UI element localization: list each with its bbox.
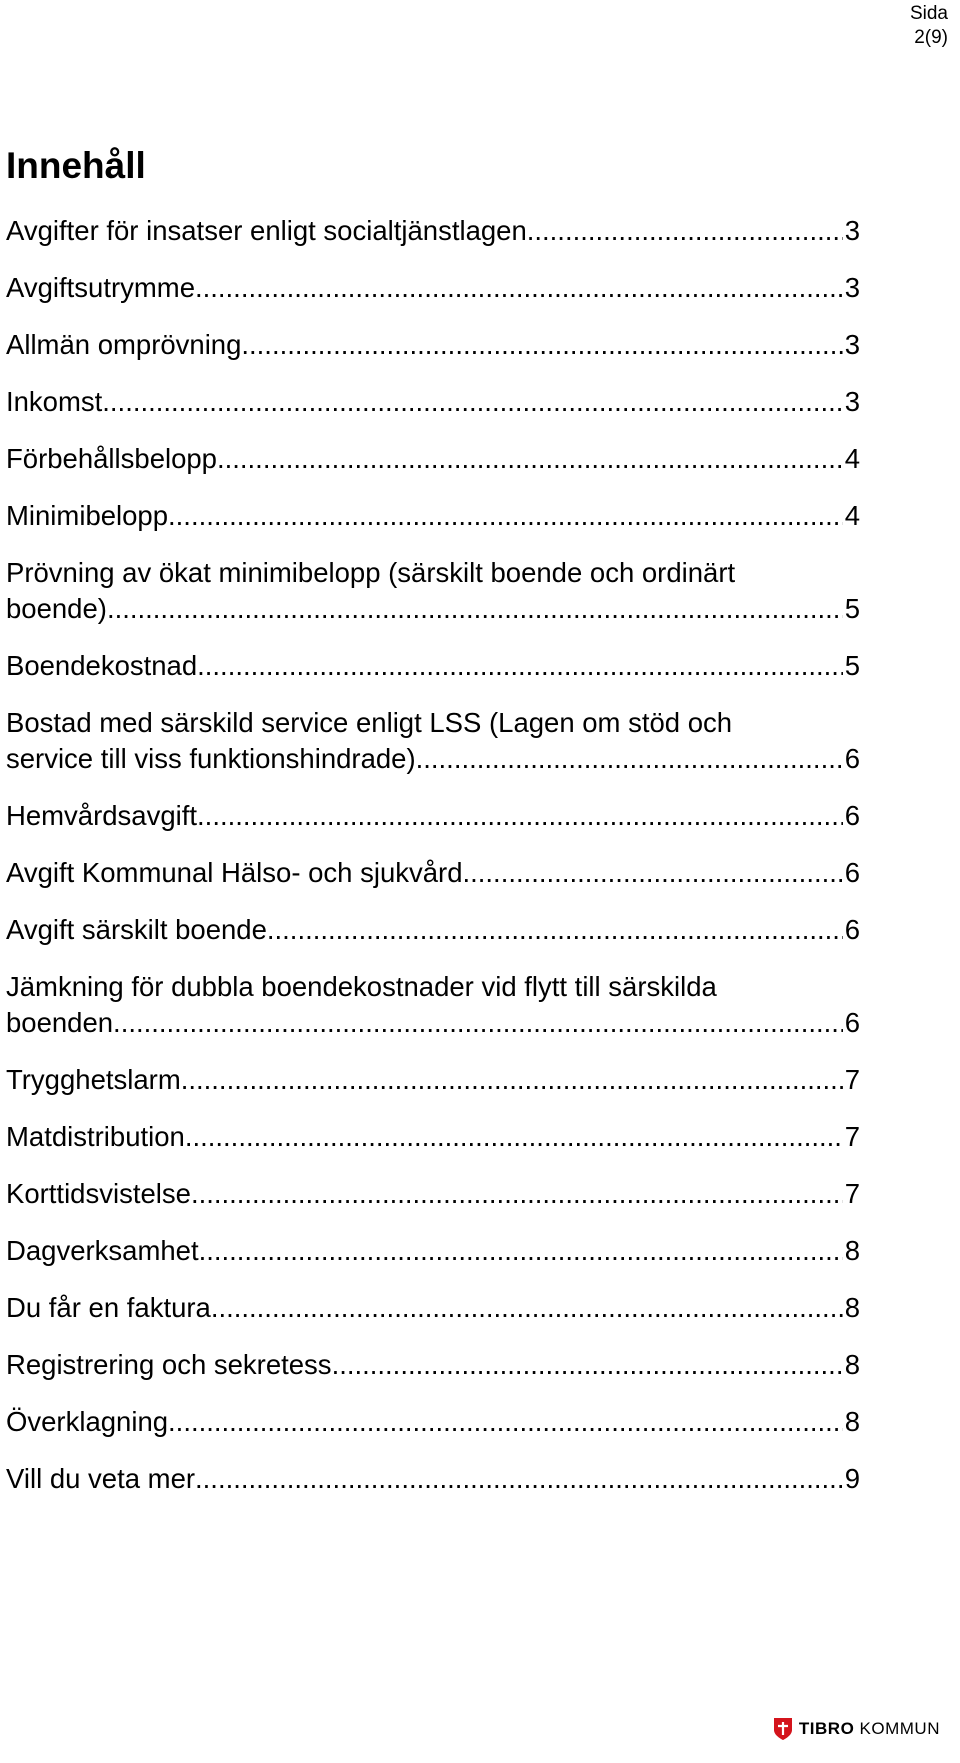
toc-entry[interactable] (6, 1233, 860, 1269)
toc-dot-leader (121, 1005, 843, 1041)
toc-entry[interactable] (6, 1404, 860, 1440)
toc-dot-leader (217, 441, 843, 477)
page-label: Sida (909, 3, 948, 24)
toc-entry[interactable] (6, 855, 860, 891)
toc-entry[interactable] (6, 1290, 860, 1326)
toc-entry-title: Matdistribution (6, 1121, 185, 1152)
toc-dot-leader (332, 1347, 843, 1383)
toc-entry-title: Inkomst (6, 386, 103, 417)
logo-text (799, 1719, 940, 1739)
toc-entry-page-number: 5 (844, 650, 860, 681)
toc-entry-line (6, 1005, 860, 1041)
toc-dot-leader (195, 270, 843, 306)
toc-entry[interactable] (6, 270, 860, 306)
toc-entry-line (6, 498, 860, 534)
toc-dot-leader (241, 327, 842, 363)
toc-entry-line (6, 1062, 860, 1098)
toc-entry-page-number: 3 (844, 329, 860, 360)
toc-entry-title: Förbehållsbelopp (6, 443, 217, 474)
toc-entry[interactable] (6, 384, 860, 420)
toc-entry-line (6, 912, 860, 948)
toc-entry[interactable] (6, 327, 860, 363)
toc-entry-title-line1: Bostad med särskild service enligt LSS (Lagen om stöd och (6, 707, 733, 738)
toc-entry-title: Avgift särskilt boende (6, 914, 267, 945)
toc-entry-title-line1: Prövning av ökat minimibelopp (särskilt boende och ordinärt (6, 557, 736, 588)
toc-dot-leader (191, 1176, 843, 1212)
toc-entry-page-number: 7 (844, 1178, 860, 1209)
toc-entry-line (6, 1233, 860, 1269)
toc-dot-leader (211, 1290, 843, 1326)
toc-entry-line (6, 855, 860, 891)
toc-entry[interactable] (6, 705, 860, 777)
toc-entry-page-number: 6 (844, 857, 860, 888)
toc-entry-line (6, 1461, 860, 1497)
toc-entry-page-number: 8 (844, 1235, 860, 1266)
toc-entry-page-number: 9 (844, 1463, 860, 1494)
toc-entry-page-number: 4 (844, 443, 860, 474)
toc-entry-title: Boendekostnad (6, 650, 198, 681)
toc-entry-title-line1: Jämkning för dubbla boendekostnader vid flytt till särskilda (6, 971, 717, 1002)
toc-entry-page-number: 3 (844, 215, 860, 246)
toc-entry-line (6, 798, 860, 834)
toc-entry-page-number: 6 (844, 800, 860, 831)
toc-dot-leader (102, 384, 842, 420)
toc-entry-line (6, 1176, 860, 1212)
toc-entry-page-number: 6 (844, 1007, 860, 1038)
toc-entry-page-number: 5 (844, 593, 860, 624)
toc-entry-title: Hemvårdsavgift (6, 800, 198, 831)
toc-entry-page-number: 8 (844, 1406, 860, 1437)
toc-entry[interactable] (6, 1062, 860, 1098)
logo-word-kommun: KOMMUN (859, 1719, 940, 1738)
toc-entry-line (6, 327, 860, 363)
toc-entry-title: Avgiftsutrymme (6, 272, 195, 303)
toc-entry-page-number: 4 (844, 500, 860, 531)
toc-entry-title: Trygghetslarm (6, 1064, 181, 1095)
toc-entry-page-number: 6 (844, 743, 860, 774)
toc-entry-title: service till viss funktionshindrade) (6, 743, 416, 774)
toc-entry-title: Avgifter för insatser enligt socialtjänstlagen (6, 215, 527, 246)
page-number (910, 2, 948, 50)
toc-entry-line (6, 741, 860, 777)
toc-entry[interactable] (6, 498, 860, 534)
toc-entry-page-number: 6 (844, 914, 860, 945)
toc-dot-leader (195, 1461, 843, 1497)
toc-entry-line (6, 648, 860, 684)
toc-entry-page-number: 8 (844, 1349, 860, 1380)
toc-dot-leader (197, 648, 843, 684)
toc-entry[interactable] (6, 969, 860, 1041)
toc-dot-leader (267, 912, 843, 948)
toc-entry-title: Allmän omprövning (6, 329, 242, 360)
toc-entry-line (6, 591, 860, 627)
toc-entry-line (6, 1119, 860, 1155)
toc-entry-line (6, 213, 860, 249)
toc-entry-title: Korttidsvistelse (6, 1178, 191, 1209)
toc-dot-leader (463, 855, 843, 891)
toc-entry[interactable] (6, 798, 860, 834)
toc-entry-title: Dagverksamhet (6, 1235, 199, 1266)
toc-entry-line (6, 1290, 860, 1326)
page-number-value: 2(9) (914, 27, 948, 48)
toc-entry-page-number: 7 (844, 1064, 860, 1095)
toc-entry-line (6, 1404, 860, 1440)
toc-title: Innehåll (6, 145, 146, 186)
toc-dot-leader (168, 498, 843, 534)
toc-entry-title: Vill du veta mer (6, 1463, 196, 1494)
toc-dot-leader (197, 798, 843, 834)
toc-entry-title: boenden. (6, 1007, 121, 1038)
toc-entry[interactable] (6, 648, 860, 684)
toc-dot-leader (181, 1062, 843, 1098)
toc-entry[interactable] (6, 1119, 860, 1155)
toc-dot-leader (199, 1233, 843, 1269)
logo-word-tibro: TIBRO (798, 1719, 855, 1738)
toc-entry[interactable] (6, 1347, 860, 1383)
toc-dot-leader (527, 213, 843, 249)
toc-dot-leader (168, 1404, 843, 1440)
toc-entry-page-number: 8 (844, 1292, 860, 1323)
tibro-coat-of-arms-icon (773, 1717, 793, 1741)
toc-dot-leader (107, 591, 843, 627)
toc-dot-leader (185, 1119, 843, 1155)
toc-entry[interactable] (6, 1176, 860, 1212)
toc-entry-title: Registrering och sekretess (6, 1349, 332, 1380)
table-of-contents (6, 213, 860, 1518)
toc-entry[interactable] (6, 441, 860, 477)
toc-entry-title: Avgift Kommunal Hälso- och sjukvård (6, 857, 463, 888)
toc-entry-title: Överklagning (6, 1406, 169, 1437)
toc-entry[interactable] (6, 1461, 860, 1497)
toc-entry-line (6, 441, 860, 477)
toc-entry-line (6, 270, 860, 306)
toc-entry-page-number: 3 (844, 386, 860, 417)
toc-entry-page-number: 3 (844, 272, 860, 303)
toc-entry-line (6, 1347, 860, 1383)
toc-entry[interactable] (6, 912, 860, 948)
toc-entry-line (6, 384, 860, 420)
toc-entry[interactable] (6, 213, 860, 249)
toc-entry-page-number: 7 (844, 1121, 860, 1152)
toc-entry[interactable] (6, 555, 860, 627)
toc-dot-leader (416, 741, 843, 777)
toc-entry-title: Minimibelopp (6, 500, 169, 531)
toc-entry-title: boende) (6, 593, 107, 624)
toc-entry-title: Du får en faktura (6, 1292, 211, 1323)
municipality-logo (773, 1717, 940, 1741)
